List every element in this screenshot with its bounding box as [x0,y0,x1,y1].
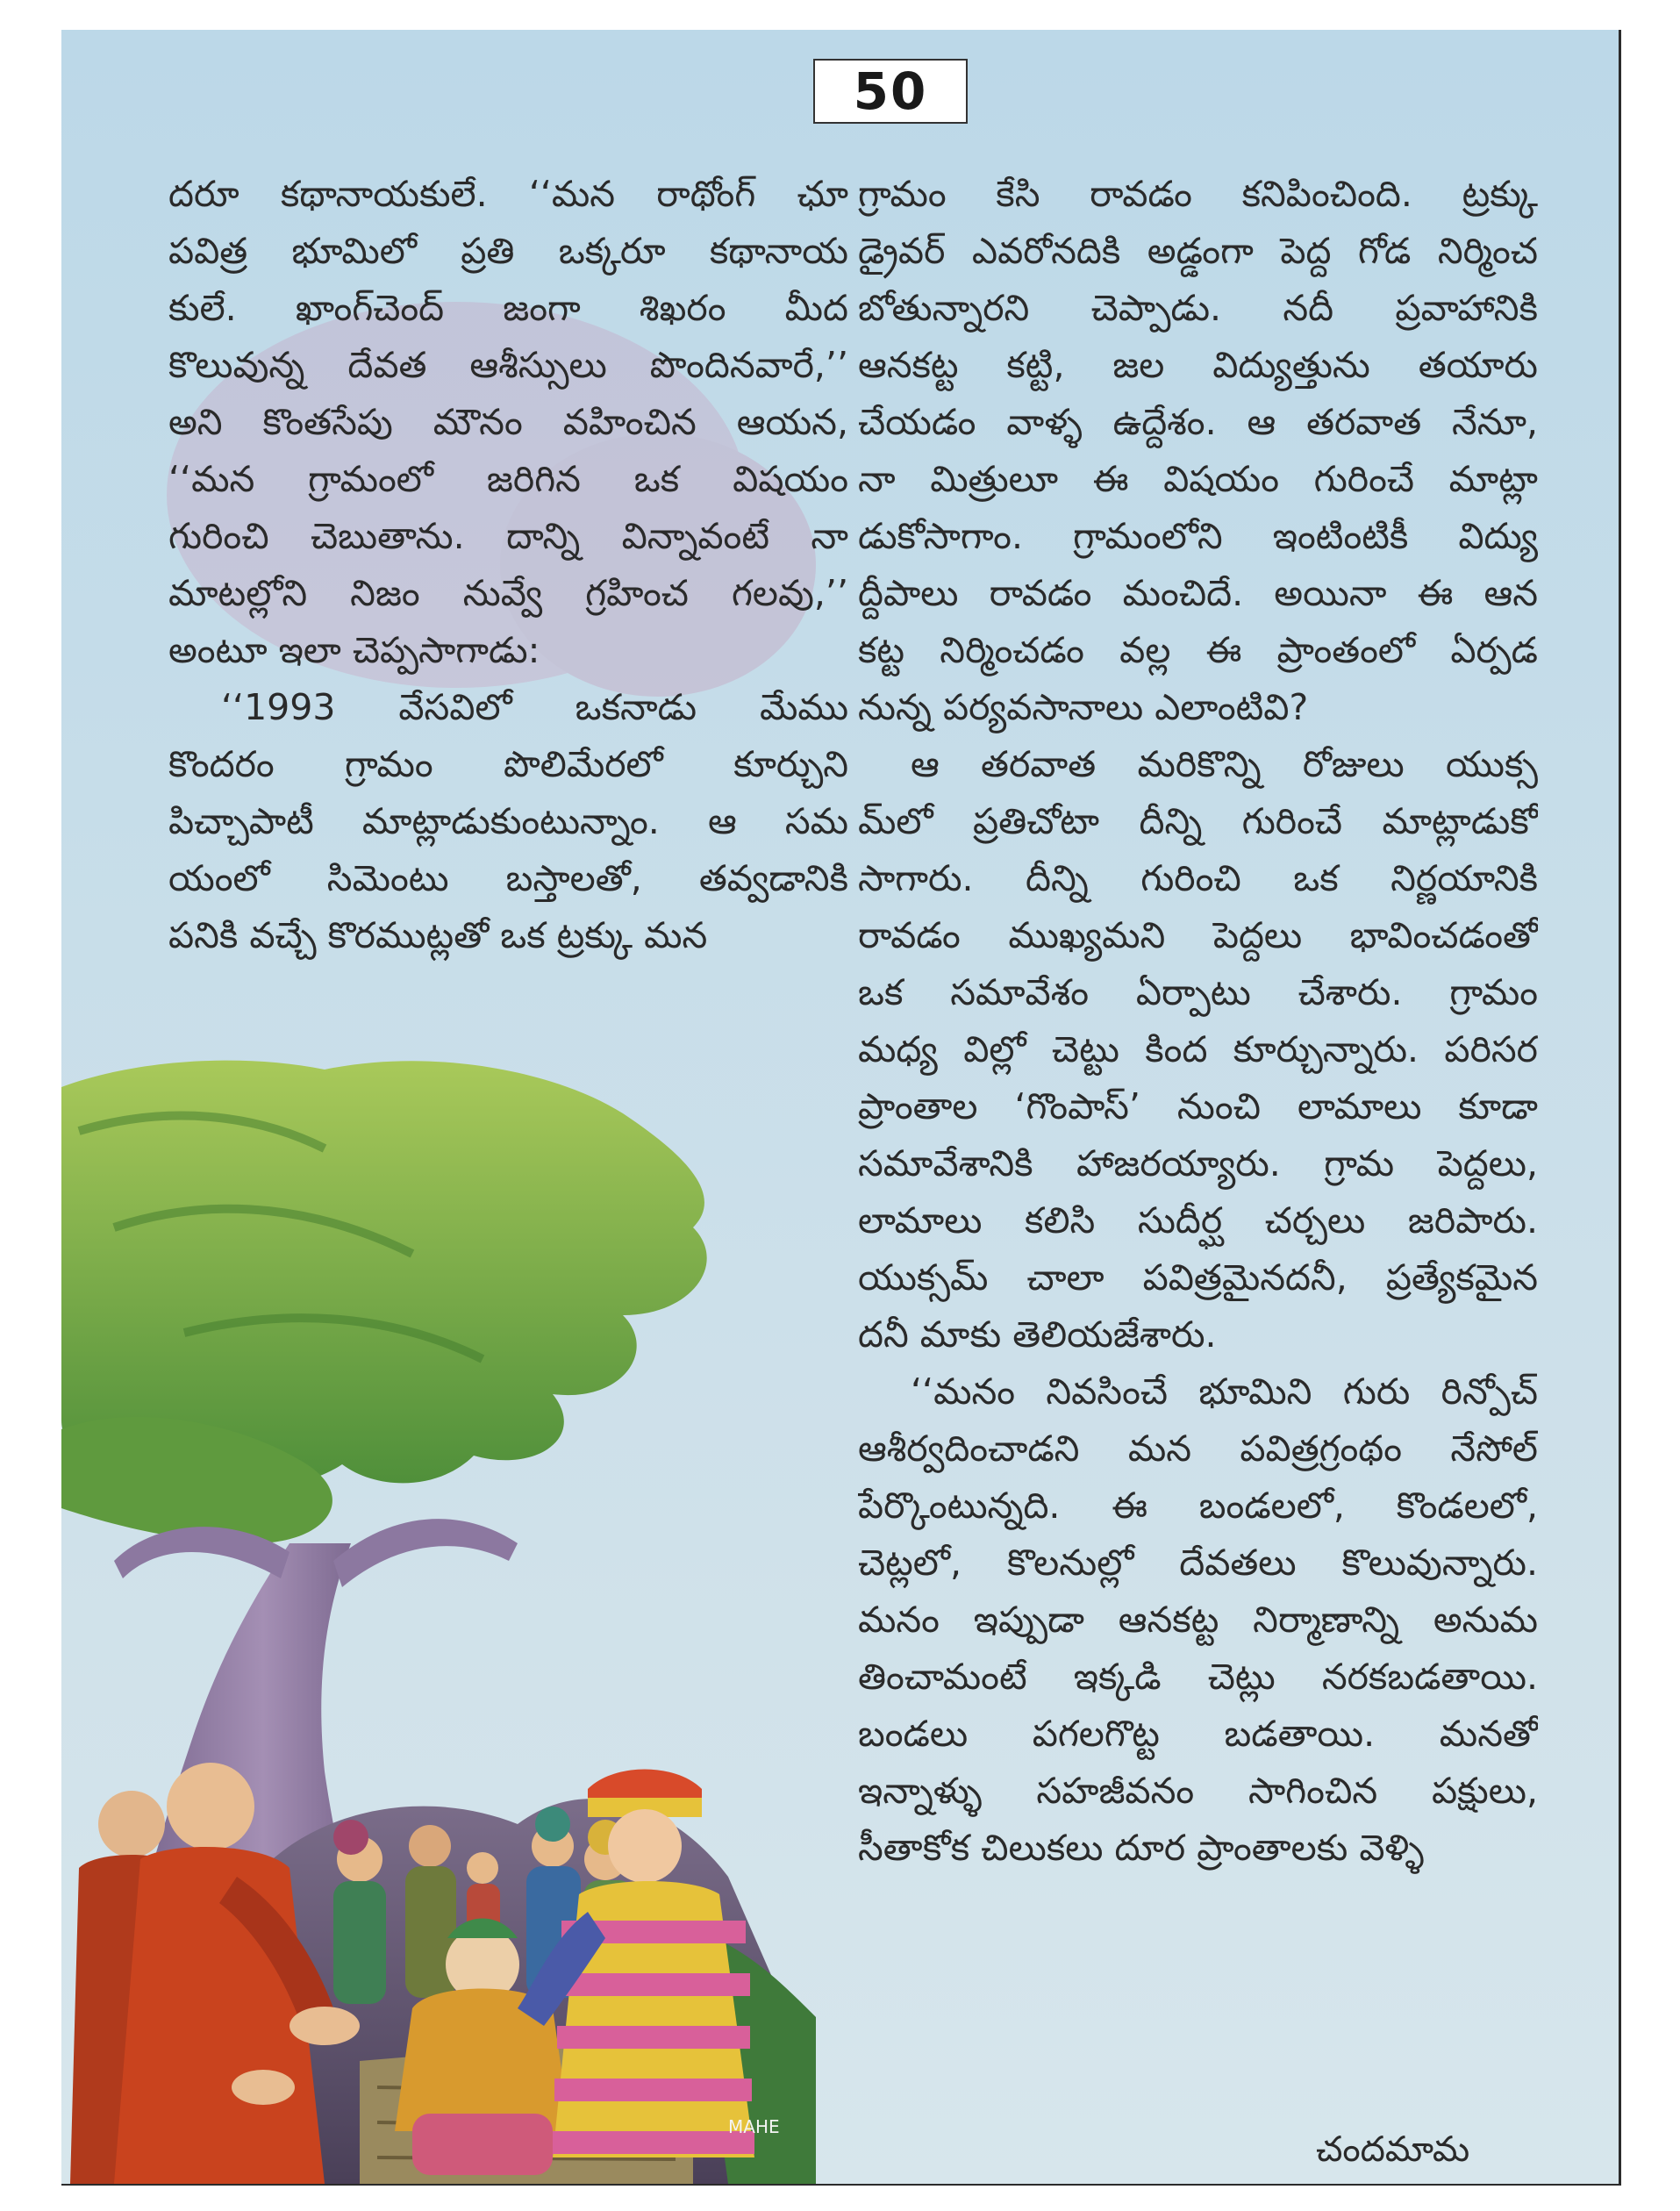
right-column [858,166,1538,1877]
text-line: పనికి వచ్చే కొరముట్లతో ఒక ట్రక్కు మన [168,914,708,956]
text-line: ‘‘1993 వేసవిలో ఒకనాడు మేము [221,686,848,728]
text-line: మ్‌లో ప్రతిచోటా దీన్ని గురించే మాట్లాడుకో [858,800,1538,842]
text-line: లామాలు కలిసి సుదీర్ఘ చర్చలు జరిపారు. [858,1199,1538,1241]
page-number: 50 [813,59,968,124]
text-line: కులే. ఖాంగ్‌చెంద్ జంగా శిఖరం మీద [168,287,848,329]
tree-canopy [61,1061,707,1543]
text-line: కట్ట నిర్మించడం వల్ల ఈ ప్రాంతంలో ఏర్పడ [858,629,1538,671]
text-line: అంటూ ఇలా చెప్పసాగాడు: [168,629,540,671]
text-line: ఒక సమావేశం ఏర్పాటు చేశారు. గ్రామం [858,971,1538,1013]
text-line: దరూ కథానాయకులే. ‘‘మన రాథోంగ్ ఛూ [168,173,848,215]
artist-signature: MAHE [728,2116,780,2137]
text-line: రావడం ముఖ్యమని పెద్దలు భావించడంతో [858,914,1538,956]
text-line: ప్రాంతాల ‘గొంపాస్’ నుంచి లామాలు కూడా [858,1085,1538,1127]
text-line: నున్న పర్యవసానాలు ఎలాంటివి? [858,686,1309,728]
text-line: ఆనకట్ట కట్టి, జల విద్యుత్తును తయారు [858,344,1538,386]
text-line: నా మిత్రులూ ఈ విషయం గురించే మాట్లా [858,458,1538,500]
text-line: బండలు పగలగొట్ట బడతాయి. మనతో [858,1713,1538,1755]
text-line: పవిత్ర భూమిలో ప్రతి ఒక్కరూ కథానాయ [168,230,848,272]
text-line: డుకోసాగాం. గ్రామంలోని ఇంటింటికీ విద్యు [858,515,1538,557]
text-line: ఆశీర్వదించాడని మన పవిత్రగ్రంథం నేసోల్ [858,1427,1538,1470]
text-line: సాగారు. దీన్ని గురించి ఒక నిర్ణయానికి [858,857,1538,899]
text-line: డ్రైవర్ ఎవరోనదికి అడ్డంగా పెద్ద గోడ నిర్మించ [858,230,1538,272]
text-line: మాటల్లోని నిజం నువ్వే గ్రహించ గలవు,’’ [168,572,848,614]
text-line: ఆ తరవాత మరికొన్ని రోజులు యుక్స [911,743,1538,785]
text-line: బోతున్నారని చెప్పాడు. నదీ ప్రవాహానికి [858,287,1538,329]
text-line: చేయడం వాళ్ళ ఉద్దేశం. ఆ తరవాత నేనూ, [858,401,1538,443]
text-line: యుక్సమ్ చాలా పవిత్రమైనదనీ, ప్రత్యేకమైన [858,1256,1538,1299]
text-line: కొలువున్న దేవత ఆశీస్సులు పొందినవారే,’’ [168,344,848,386]
text-line: ద్దీపాలు రావడం మంచిదే. అయినా ఈ ఆన [858,572,1538,614]
text-line: తించామంటే ఇక్కడి చెట్లు నరకబడతాయి. [858,1656,1538,1698]
text-line: చెట్లలో, కొలనుల్లో దేవతలు కొలువున్నారు. [858,1542,1538,1584]
magazine-page [61,30,1621,2186]
text-line: కొందరం గ్రామం పొలిమేరలో కూర్చుని [168,743,848,785]
text-line: గ్రామం కేసి రావడం కనిపించింది. ట్రక్కు [858,173,1538,215]
text-line: దనీ మాకు తెలియజేశారు. [858,1313,1217,1356]
text-line: సీతాకోక చిలుకలు దూర ప్రాంతాలకు వెళ్ళి [858,1827,1425,1869]
text-line: సమావేశానికి హాజరయ్యారు. గ్రామ పెద్దలు, [858,1142,1538,1184]
text-line: మనం ఇప్పుడా ఆనకట్ట నిర్మాణాన్ని అనుమ [858,1599,1538,1641]
text-line: ఇన్నాళ్ళు సహజీవనం సాగించిన పక్షులు, [858,1770,1538,1812]
text-line: మధ్య విల్లో చెట్టు కింద కూర్చున్నారు. పరిసర [858,1028,1538,1070]
text-line: అని కొంతసేపు మౌనం వహించిన ఆయన, [168,401,848,443]
text-line: పేర్కొంటున్నది. ఈ బండలలో, కొండలలో, [858,1485,1538,1527]
text-line: గురించి చెబుతాను. దాన్ని విన్నావంటే నా [168,515,848,557]
left-column [168,166,848,964]
story-illustration [61,1052,869,2184]
text-line: ‘‘మనం నివసించే భూమిని గురు రిన్పోచ్ [911,1370,1538,1413]
text-line: పిచ్చాపాటీ మాట్లాడుకుంటున్నాం. ఆ సమ [168,800,848,842]
text-line: యంలో సిమెంటు బస్తాలతో, తవ్వడానికి [168,857,848,899]
magazine-name: చందమామ [1316,2129,1470,2170]
text-line: ‘‘మన గ్రామంలో జరిగిన ఒక విషయం [168,458,848,500]
